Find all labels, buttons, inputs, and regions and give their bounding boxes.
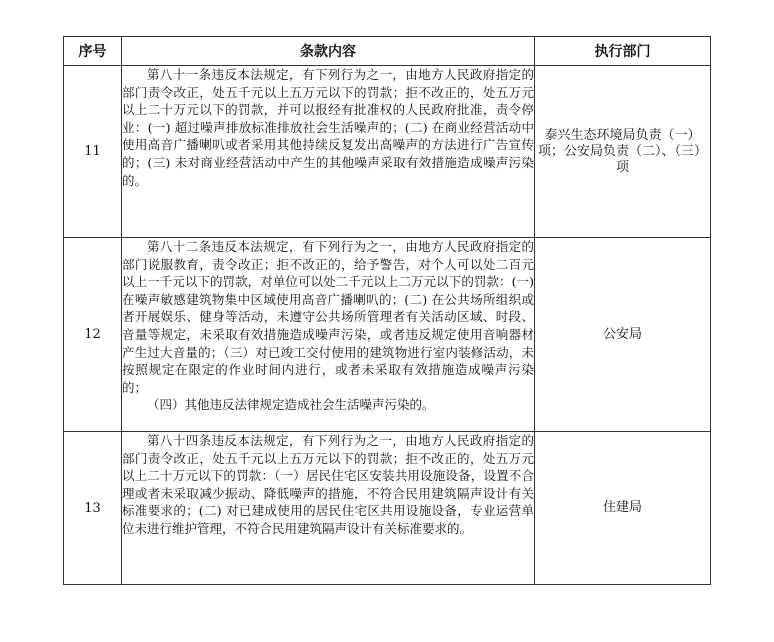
table-row (64, 238, 711, 432)
clause-paragraph: 第八十一条违反本法规定，有下列行为之一，由地方人民政府指定的部门责令改正，处五千元以上五万元以下的罚款；拒不改正的，处五万元以上二十万元以下的罚款，并可以报经有批准权的人民政府批准，责令停业：(一) 超过噪声排放标准排放社会生活噪声的；(二) 在商业经营活动中使用高音广播喇叭或者采用其他持续反复发出高噪声的方法进行广告宣传的；(三) 未对商业经营活动中产生的其他噪声采取有效措施造成噪声污染的。 (122, 67, 534, 188)
header-executing-department: 执行部门 (535, 37, 711, 66)
row-serial-number: 12 (64, 238, 122, 432)
clause-paragraph: （四）其他违反法律规定造成社会生活噪声污染的。 (147, 397, 435, 413)
row-department: 公安局 (535, 238, 711, 432)
law-table (63, 36, 711, 585)
row-serial-number: 13 (64, 432, 122, 585)
header-clause-content: 条款内容 (122, 37, 535, 66)
clause-paragraph: 第八十二条违反本法规定，有下列行为之一，由地方人民政府指定的部门说服教育，责令改正；拒不改正的，给予警告，对个人可以处二百元以上一千元以下的罚款，对单位可以处二千元以上二万元以下的罚款：(一) 在噪声敏感建筑物集中区域使用高音广播喇叭的；(二) 在公共场所组织或者开展娱乐、健身等活动，未遵守公共场所管理者有关活动区域、时段、音量等规定，未采取有效措施造成噪声污染，或者违反规定使用音响器材产生过大音量的；（三）对已竣工交付使用的建筑物进行室内装修活动，未按照规定在限定的作业时间内进行，或者未采取有效措施造成噪声污染的； (122, 239, 534, 395)
header-serial-number: 序号 (64, 37, 122, 66)
header-row (64, 37, 711, 66)
clause-paragraph: 第八十四条违反本法规定，有下列行为之一，由地方人民政府指定的部门责令改正，处五千元以上五万元以下的罚款；拒不改正的，处五万元以上二十万元以下的罚款：（一）居民住宅区安装共用设施设备，设置不合理或者未采取减少振动、降低噪声的措施，不符合民用建筑隔声设计有关标准要求的；(二) 对已建成使用的居民住宅区共用设施设备，专业运营单位未进行维护管理，不符合民用建筑隔声设计有关标准要求的。 (122, 433, 534, 536)
row-clause-content (122, 432, 535, 585)
row-department: 泰兴生态环境局负责（一）项；公安局负责（二）、（三）项 (535, 66, 711, 238)
row-clause-content (122, 238, 535, 432)
table-row (64, 66, 711, 238)
row-clause-content (122, 66, 535, 238)
row-serial-number: 11 (64, 66, 122, 238)
table-row (64, 432, 711, 585)
row-department: 住建局 (535, 432, 711, 585)
